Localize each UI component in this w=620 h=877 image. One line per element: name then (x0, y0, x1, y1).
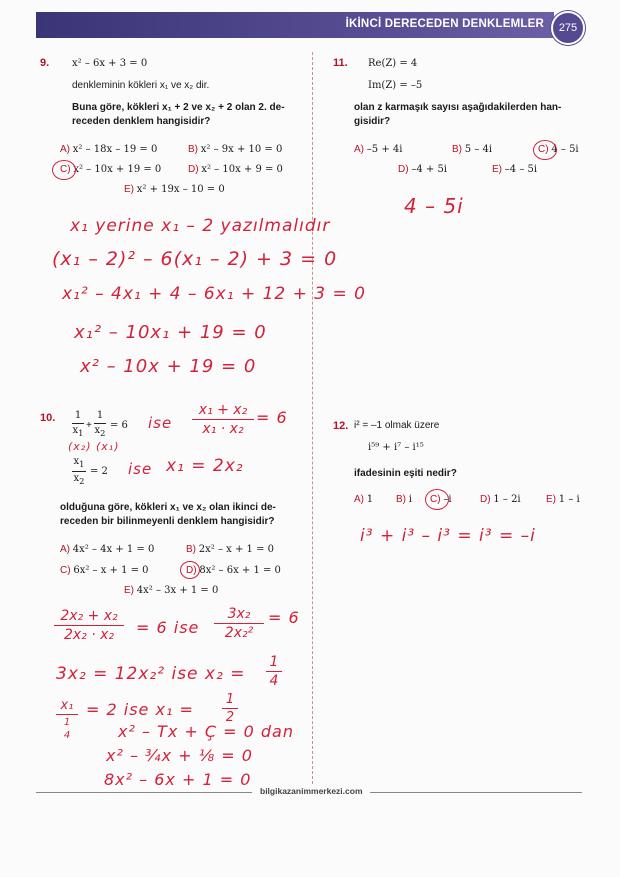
q11-number: 11. (333, 57, 348, 69)
hand-frac-inner-den: 4 (63, 730, 71, 741)
q10-hand-l1-frac2 (214, 606, 264, 641)
q10-hand-frac-sum (192, 402, 254, 437)
q12-option-e[interactable] (546, 494, 580, 505)
option-letter: C) (60, 164, 71, 175)
option-text: –4 + 5i (411, 164, 448, 175)
hand-frac-bar (222, 708, 238, 709)
q9-question-line1: Buna göre, kökleri x₁ + 2 ve x₂ + 2 olan 2. de- (72, 102, 285, 113)
option-text: 8x² – 6x + 1 = 0 (199, 565, 281, 576)
option-letter: D) (480, 494, 491, 505)
q10-number: 10. (40, 412, 56, 424)
q11-answer-circle (533, 140, 557, 160)
q10-eq1-rhs: = 6 (110, 420, 128, 431)
q10-answer-circle (180, 561, 200, 579)
q10-line2: receden bir bilinmeyenli denklem hangisidir? (60, 516, 275, 527)
hand-frac-num: 2x₂ + x₂ (60, 608, 118, 624)
hand-frac-den: 2 (225, 710, 235, 725)
option-text: 1 – 2i (493, 494, 521, 505)
q9-option-b[interactable] (188, 144, 282, 155)
hand-frac-bar (266, 671, 282, 672)
footer-site[interactable]: bilgikazanimmerkezi.com (257, 786, 366, 796)
q12-option-a[interactable] (354, 494, 373, 505)
option-text: x² – 9x + 10 = 0 (200, 144, 283, 155)
hand-frac-num: 1 (269, 654, 279, 670)
q9-option-e[interactable] (124, 184, 225, 195)
column-divider (312, 52, 313, 784)
option-text: –i (443, 494, 452, 505)
header-title: İKİNCİ DERECEDEN DENKLEMLER (345, 18, 544, 30)
hand-frac-bar (192, 419, 254, 420)
q10-eq2-rhs: = 2 (90, 466, 108, 477)
q9-answer-circle (52, 160, 76, 180)
option-letter: A) (354, 144, 364, 155)
option-letter: A) (60, 144, 70, 155)
q10-option-e[interactable] (124, 585, 218, 596)
q9-hand-line4: x₁² – 10x₁ + 19 = 0 (74, 322, 267, 343)
hand-frac-den: 2x₂² (224, 625, 254, 641)
q11-option-b[interactable] (452, 144, 492, 155)
hand-frac-den (56, 716, 78, 742)
hand-frac-num: 3x₂ (227, 606, 251, 622)
hand-frac-bar (56, 714, 78, 715)
q10-frac-1-x1: 1 $x_1$ (72, 410, 84, 438)
hand-frac-den: 4 (269, 673, 279, 689)
q10-hand-l3-mid: = 2 ise x₁ = (86, 700, 194, 719)
hand-frac-num: x₁ + x₂ (198, 402, 248, 418)
q10-hand-l2: 3x₂ = 12x₂² ise x₂ = (56, 664, 246, 684)
q12-hand-solution: i³ + i³ – i³ = i³ = –i (360, 526, 536, 546)
q10-option-d[interactable] (186, 565, 281, 576)
option-text: x² – 10x + 9 = 0 (201, 164, 283, 175)
option-text: 1 (366, 494, 374, 505)
option-text: 5 – 4i (464, 144, 493, 155)
option-letter: C) (430, 494, 441, 505)
q10-option-b[interactable] (186, 544, 274, 555)
option-text: 6x² – x + 1 = 0 (73, 565, 149, 576)
q10-hand-l1-frac (54, 608, 124, 643)
q10-option-c[interactable] (60, 565, 149, 576)
q10-hand-l3-frac (56, 698, 78, 742)
q10-hand-l1-end: = 6 (268, 608, 300, 627)
option-letter: C) (538, 144, 549, 155)
option-letter: B) (452, 144, 462, 155)
option-letter: B) (186, 544, 196, 555)
option-text: 2x² – x + 1 = 0 (198, 544, 274, 555)
q12-option-b[interactable] (396, 494, 412, 505)
option-text: x² + 19x – 10 = 0 (136, 184, 225, 195)
q10-plus: + (86, 420, 92, 431)
footer-line-right (370, 792, 582, 793)
q10-hand-l2-frac (266, 654, 282, 689)
q10-hand-mult: (x₂) (x₁) (68, 440, 120, 453)
option-letter: A) (354, 494, 364, 505)
option-letter: E) (124, 184, 134, 195)
q10-option-a[interactable] (60, 544, 154, 555)
q11-im: Im(Z) = –5 (368, 80, 423, 91)
hand-frac-bar (214, 623, 264, 624)
q11-hand-answer: 4 – 5i (404, 194, 464, 218)
option-text: x² – 18x – 19 = 0 (72, 144, 158, 155)
q12-condition: i² = –1 olmak üzere (354, 420, 440, 431)
option-text: –5 + 4i (366, 144, 403, 155)
option-letter: B) (188, 144, 198, 155)
q9-hand-line1: x₁ yerine x₁ – 2 yazılmalıdır (70, 216, 331, 236)
q11-option-a[interactable] (354, 144, 402, 155)
q12-expression: i⁵⁹ + i⁷ – i¹⁵ (368, 442, 424, 453)
q10-hand-l5: x² – ¾x + ⅛ = 0 (106, 746, 253, 765)
q11-option-e[interactable] (492, 164, 537, 175)
q9-hand-line5: x² – 10x + 19 = 0 (80, 356, 257, 377)
option-text: 4x² – 4x + 1 = 0 (72, 544, 155, 555)
option-text: i (408, 494, 412, 505)
page-number-badge: 275 (551, 11, 585, 45)
option-text: 4 – 5i (551, 144, 579, 155)
option-letter: A) (60, 544, 70, 555)
option-text: –4 – 5i (504, 164, 538, 175)
q11-question-line2: gisidir? (354, 116, 391, 127)
q10-hand-ise2: ise (128, 460, 153, 478)
q9-question-line2: receden denklem hangisidir? (72, 116, 211, 127)
option-letter: D) (186, 565, 197, 576)
option-letter: E) (124, 585, 134, 596)
q9-hand-line3: x₁² – 4x₁ + 4 – 6x₁ + 12 + 3 = 0 (62, 284, 366, 304)
option-letter: B) (396, 494, 406, 505)
q9-number: 9. (40, 57, 50, 69)
q9-option-d[interactable] (188, 164, 283, 175)
q9-line2: denkleminin kökleri x₁ ve x₂ dir. (72, 80, 210, 91)
q9-hand-line2: (x₁ – 2)² – 6(x₁ – 2) + 3 = 0 (52, 248, 338, 270)
q9-option-a[interactable] (60, 144, 157, 155)
q10-line1: olduğuna göre, kökleri x₁ ve x₂ olan ikinci de- (60, 502, 276, 513)
q10-hand-eq6: = 6 (256, 408, 288, 427)
option-letter: E) (492, 164, 502, 175)
option-text: x² – 10x + 19 = 0 (73, 164, 162, 175)
q11-re: Re(Z) = 4 (368, 58, 418, 69)
hand-frac-bar (54, 625, 124, 626)
option-text: 4x² – 3x + 1 = 0 (136, 585, 219, 596)
q11-question-line1: olan z karmaşık sayısı aşağıdakilerden han- (354, 102, 562, 113)
footer-line-left (36, 792, 252, 793)
hand-frac-den: 2x₂ · x₂ (63, 627, 115, 643)
option-letter: E) (546, 494, 556, 505)
q9-equation: x² – 6x + 3 = 0 (72, 58, 148, 69)
q12-answer-circle (425, 489, 452, 510)
q12-option-d[interactable] (480, 494, 521, 505)
hand-frac-den: x₁ · x₂ (202, 421, 244, 437)
q11-option-d[interactable] (398, 164, 447, 175)
q10-hand-l4: x² – Tx + Ç = 0 dan (118, 722, 294, 741)
q10-hand-ise1: ise (148, 414, 173, 432)
q10-hand-l6: 8x² – 6x + 1 = 0 (104, 770, 252, 789)
option-letter: C) (60, 565, 71, 576)
q10-hand-x1eq: x₁ = 2x₂ (166, 456, 244, 476)
hand-frac-inner-num: 1 (63, 717, 71, 728)
hand-frac-num: x₁ (60, 698, 74, 713)
q10-hand-l1-mid: = 6 ise (136, 618, 200, 637)
option-letter: D) (398, 164, 409, 175)
q12-number: 12. (333, 420, 349, 432)
q10-frac-1-x2: 1 $x_2$ (94, 410, 106, 438)
option-letter: D) (188, 164, 199, 175)
q12-question: ifadesinin eşiti nedir? (354, 468, 457, 479)
hand-frac-num: 1 (225, 692, 235, 707)
q10-hand-l3-frac2 (222, 692, 238, 725)
option-text: 1 – i (558, 494, 580, 505)
q10-frac-x1-x2: $x_1$ $x_2$ (73, 456, 85, 486)
header-bar (36, 12, 554, 38)
